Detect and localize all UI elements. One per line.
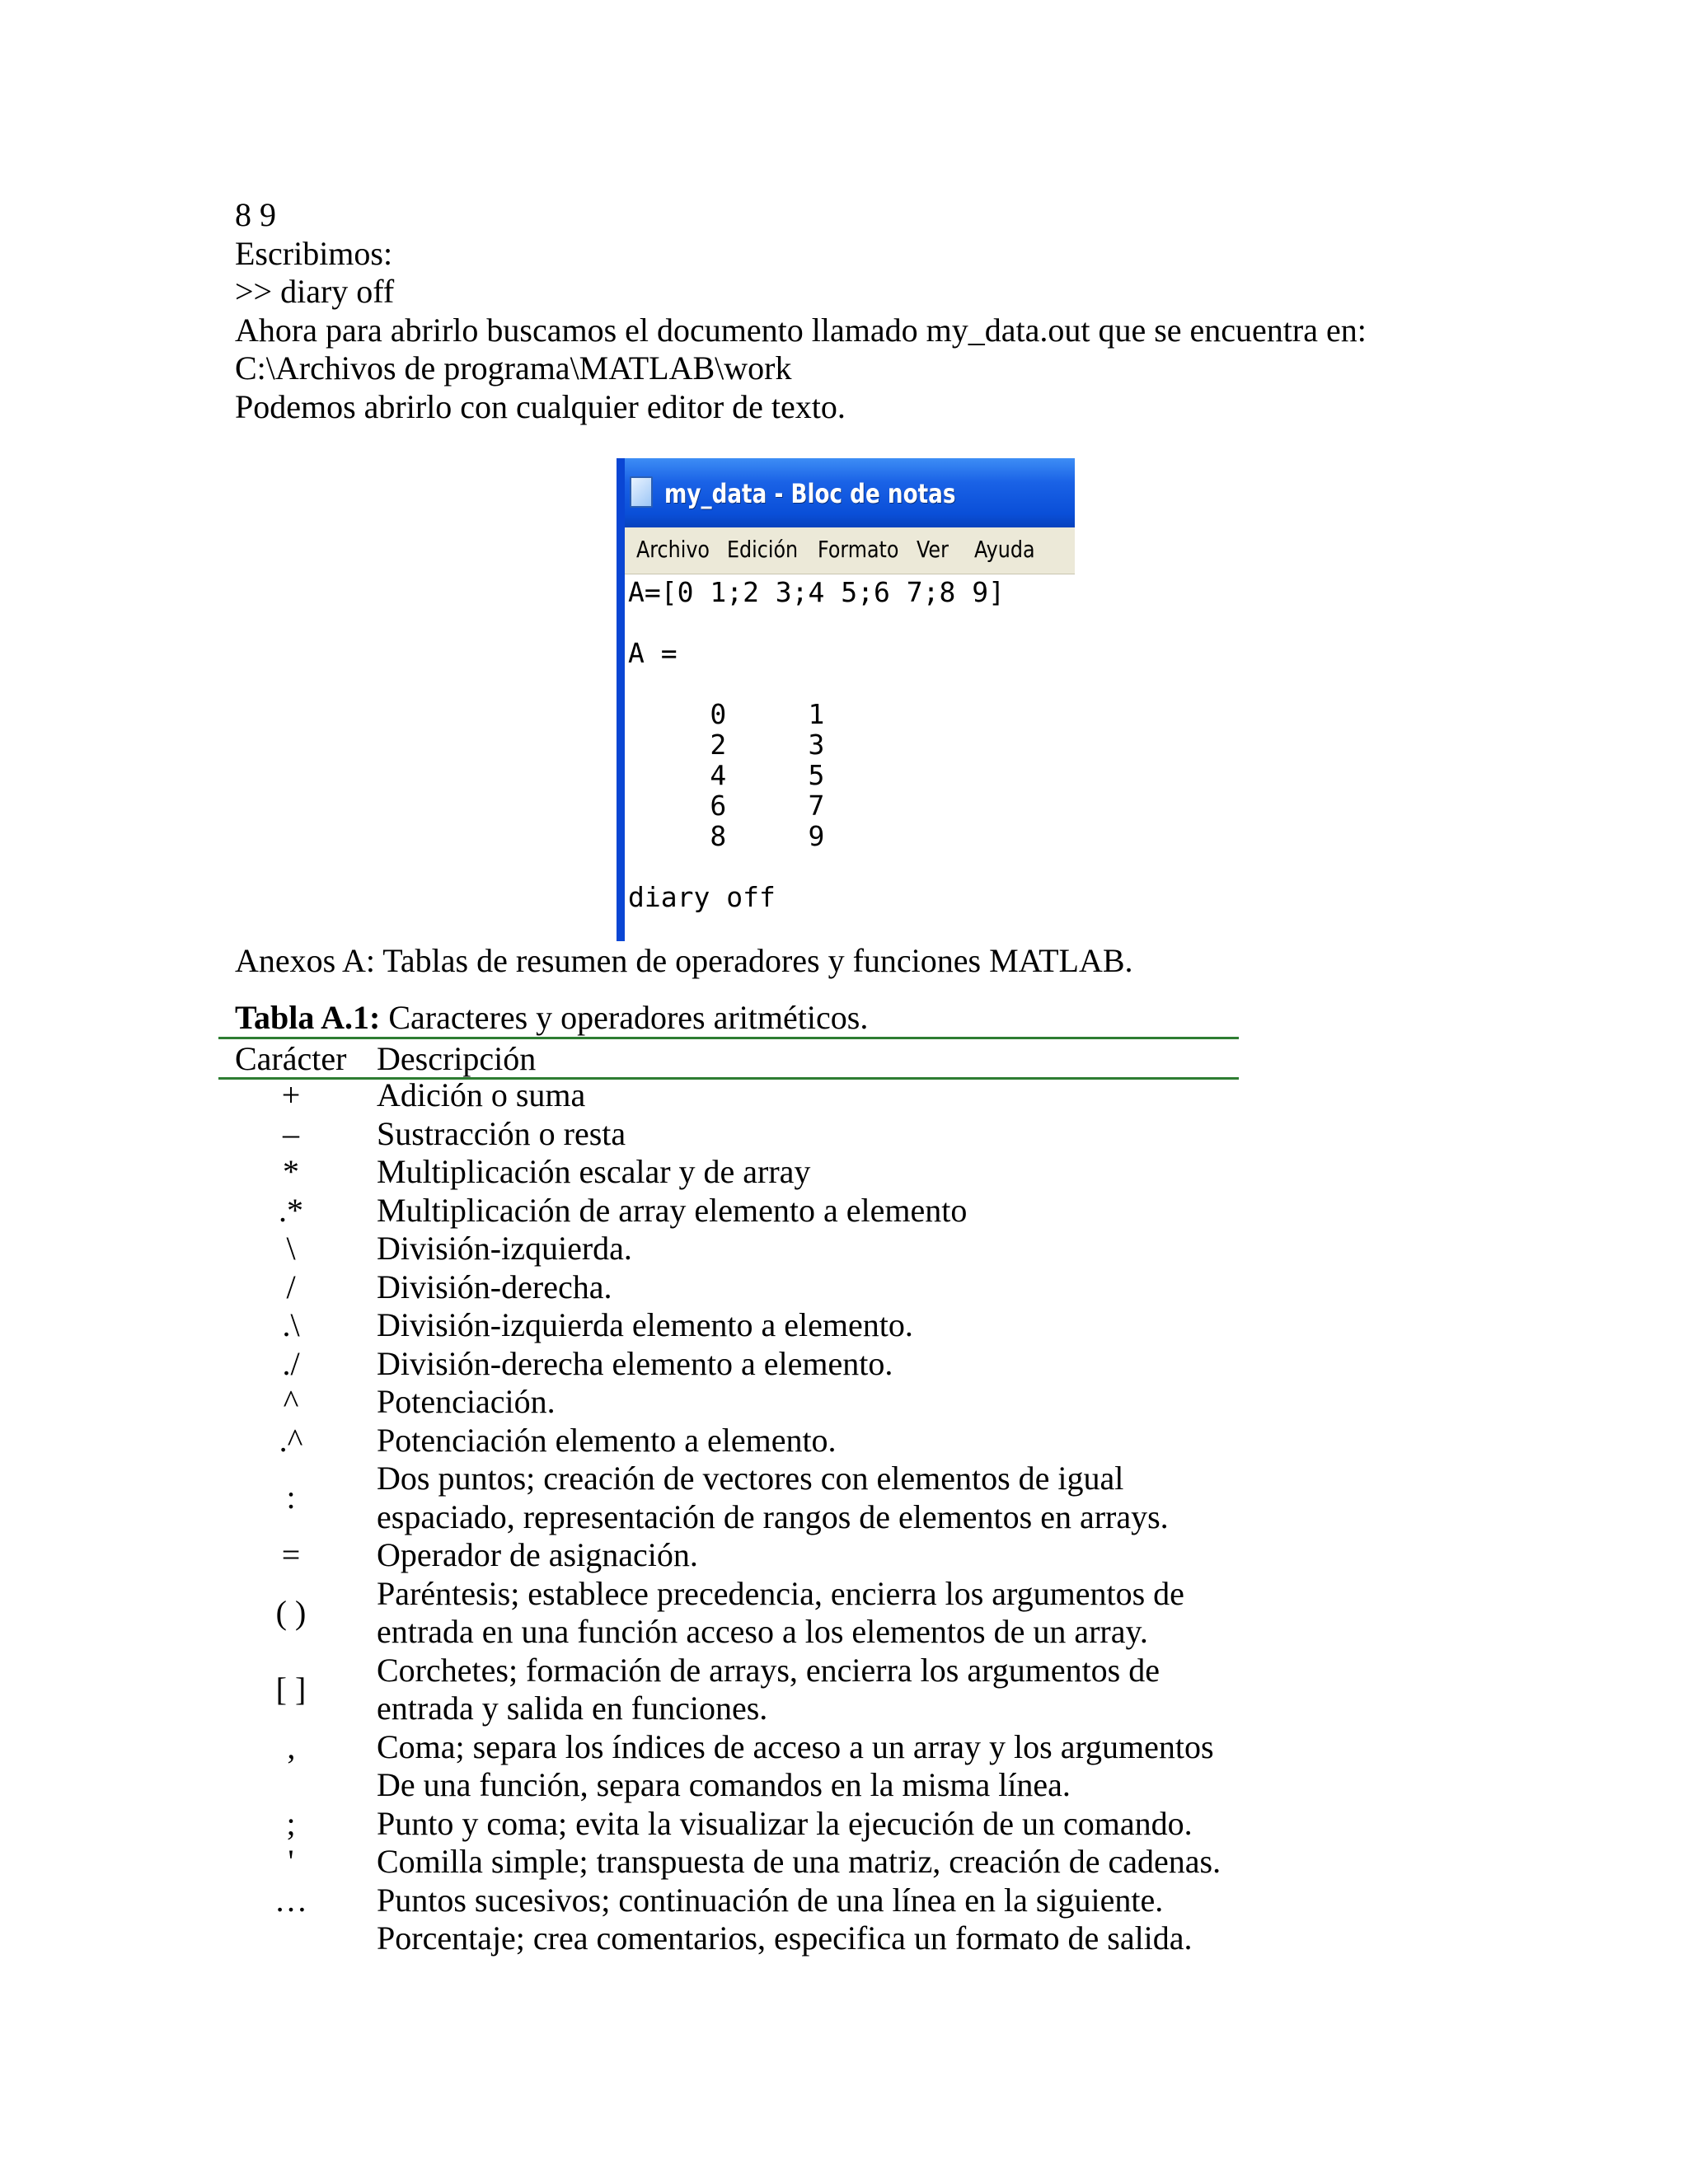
notepad-line: 2 3 xyxy=(628,729,825,761)
row-symbol: ; xyxy=(286,1804,296,1842)
row-description xyxy=(377,1919,1267,1958)
row-description xyxy=(377,1882,1267,1920)
notepad-line xyxy=(628,607,1005,638)
row-description-line: División-izquierda. xyxy=(377,1230,632,1267)
table-caption-text: Caracteres y operadores aritméticos. xyxy=(380,999,869,1036)
menu-ayuda: Ayuda xyxy=(974,536,1035,563)
row-description-line: División-derecha elemento a elemento. xyxy=(377,1344,893,1382)
notepad-title: my_data - Bloc de notas xyxy=(664,478,956,509)
row-description-line: Potenciación elemento a elemento. xyxy=(377,1421,837,1459)
row-description-line: Operador de asignación. xyxy=(377,1536,698,1573)
table-row xyxy=(0,1882,1688,1920)
table-caption-label: Tabla A.1: xyxy=(235,999,381,1036)
row-symbol: – xyxy=(283,1114,299,1152)
row-description xyxy=(377,1575,1267,1652)
table-row xyxy=(0,1076,1688,1115)
row-description-line: Comilla simple; transpuesta de una matriz, creación de cadenas. xyxy=(377,1843,1221,1880)
row-description-line: División-izquierda elemento a elemento. xyxy=(377,1306,913,1343)
column-header-character: Carácter xyxy=(235,1040,347,1077)
table-row xyxy=(0,1805,1688,1844)
table-row xyxy=(0,1383,1688,1422)
row-description-line: Paréntesis; establece precedencia, encierra los argumentos de xyxy=(377,1574,1184,1612)
table-row xyxy=(0,1115,1688,1154)
row-description-line: Corchetes; formación de arrays, encierra los argumentos de xyxy=(377,1651,1160,1689)
row-description xyxy=(377,1076,1267,1115)
row-symbol: ( ) xyxy=(275,1593,307,1631)
notepad-text-area xyxy=(628,577,1005,912)
table-body xyxy=(0,1076,1688,1958)
table-row xyxy=(0,1919,1688,1958)
notepad-left-border xyxy=(617,458,625,941)
menu-formato: Formato xyxy=(818,536,899,563)
table-row xyxy=(0,1843,1688,1882)
row-description-line: Multiplicación escalar y de array xyxy=(377,1153,811,1190)
intro-line: C:\Archivos de programa\MATLAB\work xyxy=(235,349,792,387)
row-description xyxy=(377,1460,1267,1536)
row-description-line: espaciado, representación de rangos de elementos en arrays. xyxy=(377,1497,1169,1535)
intro-line: Escribimos: xyxy=(235,234,393,272)
menu-edicion: Edición xyxy=(727,536,799,563)
row-description xyxy=(377,1268,1267,1307)
row-symbol: + xyxy=(281,1076,301,1113)
table-row xyxy=(0,1422,1688,1460)
table-row xyxy=(0,1652,1688,1728)
row-description-line: Multiplicación de array elemento a elemento xyxy=(377,1191,968,1229)
intro-line: 8 9 xyxy=(235,196,276,233)
intro-line: Ahora para abrirlo buscamos el documento llamado my_data.out que se encuentra en: xyxy=(235,311,1367,349)
row-symbol: [ ] xyxy=(275,1670,307,1708)
table-caption xyxy=(235,998,868,1037)
row-symbol xyxy=(247,1919,335,1958)
row-description-line: entrada en una función acceso a los elementos de un array. xyxy=(377,1613,1148,1650)
row-symbol: .^ xyxy=(279,1421,303,1459)
table-row xyxy=(0,1306,1688,1345)
row-symbol: … xyxy=(274,1881,307,1919)
row-symbol: / xyxy=(286,1268,296,1305)
row-symbol: : xyxy=(286,1479,296,1516)
row-description xyxy=(377,1306,1267,1345)
row-description-line: Dos puntos; creación de vectores con elementos de igual xyxy=(377,1460,1124,1497)
row-symbol: * xyxy=(283,1153,299,1190)
menu-archivo: Archivo xyxy=(636,536,710,563)
menu-ver: Ver xyxy=(917,536,949,563)
row-description xyxy=(377,1192,1267,1230)
table-row xyxy=(0,1536,1688,1575)
column-header-description: Descripción xyxy=(377,1040,537,1077)
row-symbol: = xyxy=(281,1536,301,1573)
table-row xyxy=(0,1192,1688,1230)
row-description-line: Coma; separa los índices de acceso a un array y los argumentos xyxy=(377,1727,1214,1765)
table-row xyxy=(0,1345,1688,1384)
row-description xyxy=(377,1805,1267,1844)
row-description xyxy=(377,1728,1267,1805)
table-row xyxy=(0,1268,1688,1307)
intro-line: Podemos abrirlo con cualquier editor de texto. xyxy=(235,387,846,425)
row-description xyxy=(377,1230,1267,1268)
row-description xyxy=(377,1153,1267,1192)
row-description xyxy=(377,1652,1267,1728)
row-description-line: Punto y coma; evita la visualizar la ejecución de un comando. xyxy=(377,1804,1193,1842)
row-symbol: \ xyxy=(286,1230,296,1267)
row-description-line: Adición o suma xyxy=(377,1076,586,1113)
notepad-titlebar xyxy=(617,458,1075,527)
notepad-screenshot xyxy=(617,458,1075,941)
notepad-line: A = xyxy=(628,637,678,669)
row-description-line: De una función, separa comandos en la misma línea. xyxy=(377,1766,1071,1803)
table-row xyxy=(0,1728,1688,1805)
notepad-line: 4 5 xyxy=(628,759,825,791)
row-description-line: Potenciación. xyxy=(377,1383,556,1420)
table-row xyxy=(0,1460,1688,1536)
notepad-document-icon xyxy=(630,476,653,508)
row-description xyxy=(377,1383,1267,1422)
row-description-line: Sustracción o resta xyxy=(377,1114,626,1152)
notepad-line xyxy=(628,668,1005,699)
row-description-line: Porcentaje; crea comentarios, especifica un formato de salida. xyxy=(377,1919,1193,1957)
row-symbol: ' xyxy=(288,1843,294,1880)
row-description-line: Puntos sucesivos; continuación de una línea en la siguiente. xyxy=(377,1881,1164,1919)
row-description-line: entrada y salida en funciones. xyxy=(377,1690,768,1727)
notepad-line xyxy=(628,851,1005,882)
row-symbol: ^ xyxy=(283,1383,299,1420)
notepad-line: A=[0 1;2 3;4 5;6 7;8 9] xyxy=(628,576,1005,608)
notepad-line: 0 1 xyxy=(628,698,825,730)
row-symbol: ./ xyxy=(282,1344,300,1382)
row-description xyxy=(377,1843,1267,1882)
notepad-line: diary off xyxy=(628,881,776,913)
row-description xyxy=(377,1345,1267,1384)
row-symbol: ’ xyxy=(285,1746,297,1784)
row-symbol: .* xyxy=(279,1191,303,1229)
table-row xyxy=(0,1153,1688,1192)
annex-heading: Anexos A: Tablas de resumen de operadores y funciones MATLAB. xyxy=(235,942,1133,979)
row-symbol: .\ xyxy=(282,1306,300,1343)
intro-paragraph xyxy=(235,196,1367,426)
table-top-rule xyxy=(218,1037,1239,1039)
row-description xyxy=(377,1536,1267,1575)
intro-line: >> diary off xyxy=(235,273,395,310)
notepad-menubar xyxy=(625,527,1075,574)
table-row xyxy=(0,1575,1688,1652)
row-description xyxy=(377,1115,1267,1154)
notepad-line: 8 9 xyxy=(628,820,825,852)
table-row xyxy=(0,1230,1688,1268)
row-description xyxy=(377,1422,1267,1460)
notepad-line: 6 7 xyxy=(628,790,825,822)
row-description-line: División-derecha. xyxy=(377,1268,612,1305)
